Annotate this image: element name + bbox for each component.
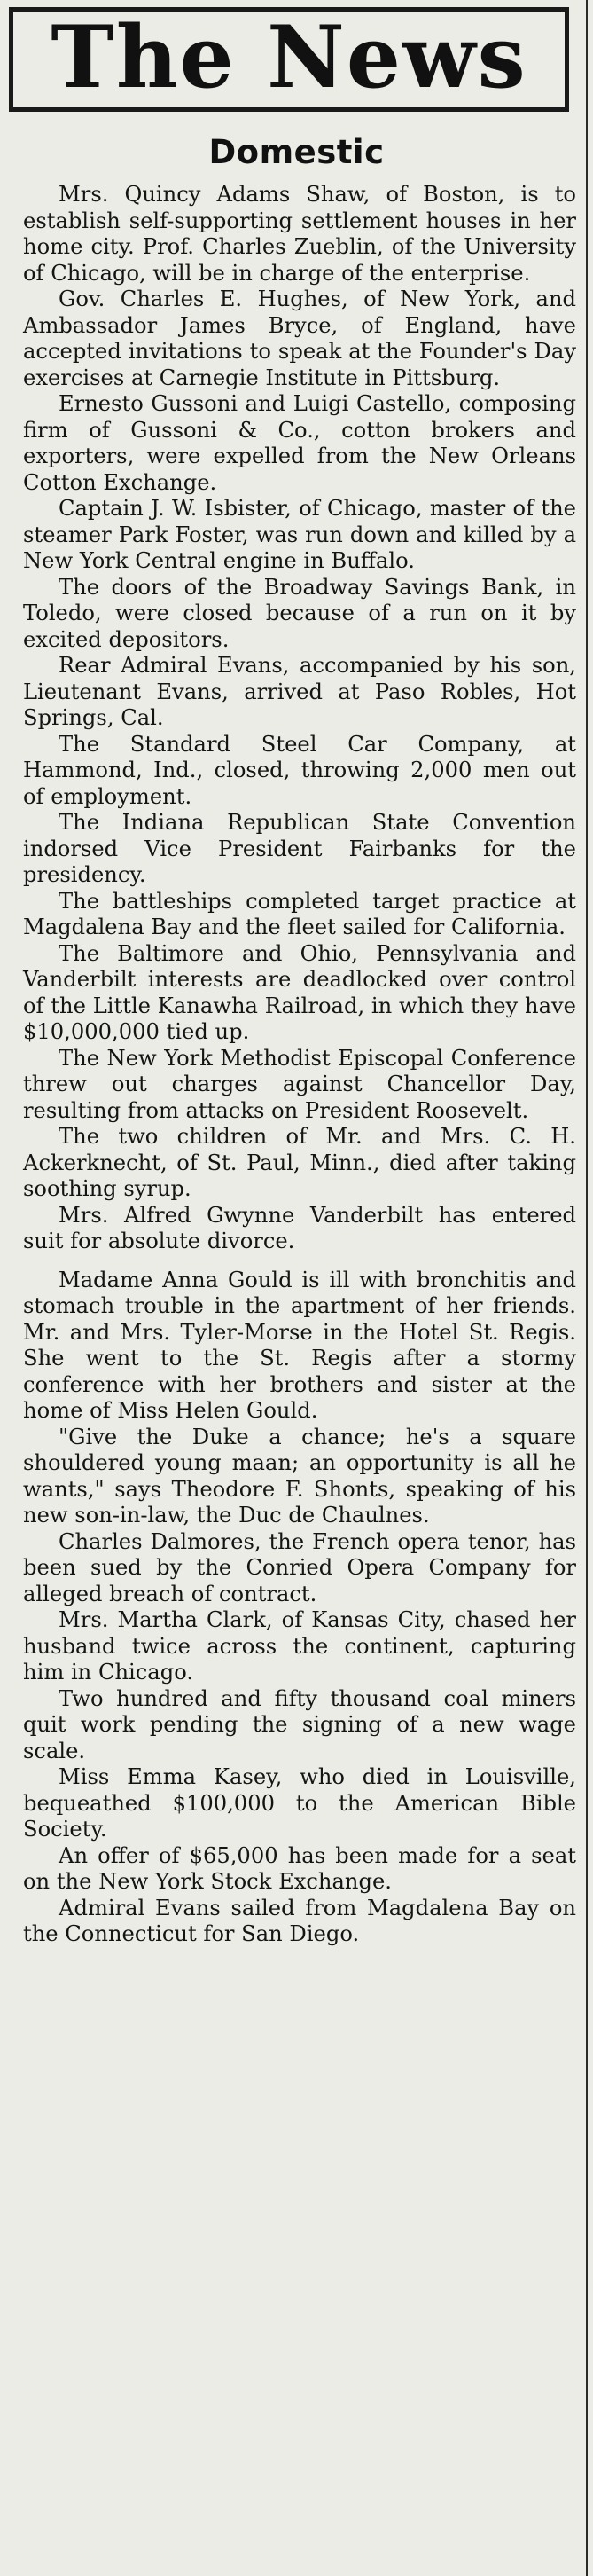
- news-item: The Baltimore and Ohio, Pennsylvania and Vanderbilt interests are deadlocked over control of the Little Kanawha Railroad, in which they have $10,000,000 tied up.: [23, 940, 576, 1044]
- news-item: The Standard Steel Car Company, at Hammond, Ind., closed, throwing 2,000 men out of employment.: [23, 731, 576, 809]
- news-item: Ernesto Gussoni and Luigi Castello, composing firm of Gussoni & Co., cotton brokers and exporters, were expelled from the New Orleans Cotton Exchange.: [23, 391, 576, 495]
- news-item: The New York Methodist Episcopal Conference threw out charges against Chancellor Day, resulting from attacks on President Roosevelt.: [23, 1045, 576, 1123]
- news-item: The battleships completed target practice at Magdalena Bay and the fleet sailed for California.: [23, 888, 576, 939]
- news-item: The two children of Mr. and Mrs. C. H. Ackerknecht, of St. Paul, Minn., died after taking soothing syrup.: [23, 1124, 576, 1201]
- news-item: Mrs. Alfred Gwynne Vanderbilt has entered suit for absolute divorce.: [23, 1202, 576, 1253]
- news-item: The doors of the Broadway Savings Bank, in Toledo, were closed because of a run on it by excited depositors.: [23, 574, 576, 652]
- news-item: Admiral Evans sailed from Magdalena Bay on the Connecticut for San Diego.: [23, 1895, 576, 1946]
- section-heading: Domestic: [208, 133, 385, 171]
- news-item: Madame Anna Gould is ill with bronchitis and stomach trouble in the apartment of her friends. Mr. and Mrs. Tyler-Morse in the Hotel St. Regis. She went to the St. Regis after a stormy conference with her brothers and sister at the home of Miss Helen Gould.: [23, 1267, 576, 1423]
- news-item: Captain J. W. Isbister, of Chicago, master of the steamer Park Foster, was run down and killed by a New York Central engine in Buffalo.: [23, 496, 576, 573]
- masthead-title: The News: [51, 7, 527, 107]
- news-item: Miss Emma Kasey, who died in Louisville, bequeathed $100,000 to the American Bible Society.: [23, 1764, 576, 1842]
- column-rule: [586, 0, 588, 2576]
- news-items: [23, 182, 576, 1948]
- news-item: Charles Dalmores, the French opera tenor, has been sued by the Conried Opera Company for alleged breach of contract.: [23, 1528, 576, 1606]
- news-item: Mrs. Martha Clark, of Kansas City, chased her husband twice across the continent, capturing him in Chicago.: [23, 1607, 576, 1685]
- news-item: Gov. Charles E. Hughes, of New York, and Ambassador James Bryce, of England, have accepted invitations to speak at the Founder's Day exercises at Carnegie Institute in Pittsburg.: [23, 287, 576, 390]
- masthead-box: [9, 7, 569, 112]
- news-item: The Indiana Republican State Convention indorsed Vice President Fairbanks for the presidency.: [23, 810, 576, 887]
- news-item: "Give the Duke a chance; he's a square shouldered young maan; an opportunity is all he wants," says Theodore F. Shonts, speaking of his new son-in-law, the Duc de Chaulnes.: [23, 1424, 576, 1528]
- news-item: Rear Admiral Evans, accompanied by his son, Lieutenant Evans, arrived at Paso Robles, Hot Springs, Cal.: [23, 653, 576, 730]
- news-item: An offer of $65,000 has been made for a seat on the New York Stock Exchange.: [23, 1842, 576, 1894]
- news-item: Two hundred and fifty thousand coal miners quit work pending the signing of a new wage scale.: [23, 1685, 576, 1763]
- news-item: Mrs. Quincy Adams Shaw, of Boston, is to establish self-supporting settlement houses in her home city. Prof. Charles Zueblin, of the University of Chicago, will be in charge of the enterprise.: [23, 182, 576, 286]
